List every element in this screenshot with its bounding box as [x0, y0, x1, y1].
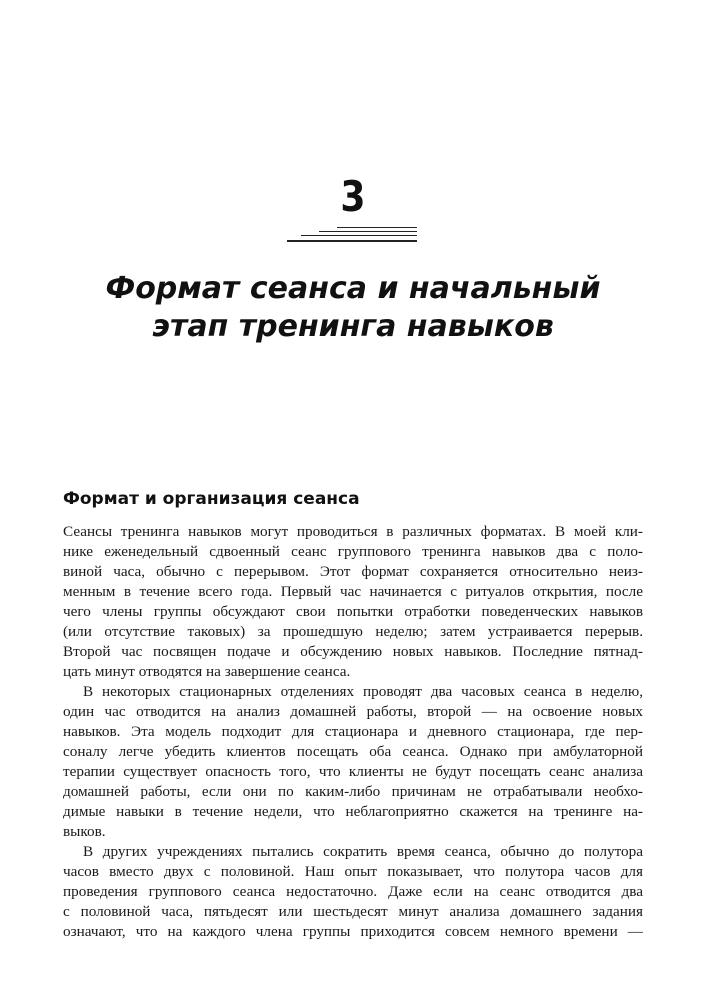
chapter-title: [60, 270, 646, 346]
decorative-rule: [301, 235, 417, 236]
text-line: терапии существует опасность того, что клиенты не будут посещать сеанс анализа: [63, 763, 643, 780]
text-line: соналу легче убедить клиентов посещать оба сеанса. Однако при амбулаторной: [63, 743, 643, 760]
text-line: цать минут отводятся на завершение сеанса.: [63, 663, 351, 680]
section-heading: Формат и организация сеанса: [63, 489, 360, 509]
text-line: домашней работы, если они по каким-либо причинам не отрабатывали необхо-: [63, 783, 643, 800]
text-line: нике еженедельный сдвоенный сеанс группового тренинга навыков два с поло-: [63, 543, 643, 560]
chapter-title-line-1: Формат сеанса и начальный: [105, 271, 601, 306]
text-line: один час отводится на анализ домашней работы, второй — на освоение новых: [63, 703, 643, 720]
text-line: Второй час посвящен подаче и обсуждению новых навыков. Последние пятнад-: [63, 643, 643, 660]
text-line: означают, что на каждого члена группы приходится совсем немного времени —: [63, 923, 643, 940]
decorative-rule: [287, 240, 417, 242]
text-line: димые навыки в течение недели, что неблагоприятно скажется на тренинге на-: [63, 803, 643, 820]
decorative-rule: [319, 231, 417, 232]
chapter-decorative-rules: [287, 227, 417, 247]
decorative-rule: [337, 227, 417, 228]
text-line: В некоторых стационарных отделениях проводят два часовых сеанса в неделю,: [83, 683, 643, 700]
text-line: проведения группового сеанса недостаточно. Даже если на сеанс отводится два: [63, 883, 643, 900]
chapter-number: 3: [340, 172, 366, 221]
text-line: выков.: [63, 823, 106, 840]
text-line: часов вместо двух с половиной. Наш опыт показывает, что полутора часов для: [63, 863, 643, 880]
text-line: виной часа, обычно с перерывом. Этот формат сохраняется относительно неиз-: [63, 563, 643, 580]
text-line: менным в течение всего года. Первый час начинается с ритуалов открытия, после: [63, 583, 643, 600]
text-line: с половиной часа, пятьдесят или шестьдесят минут анализа домашнего задания: [63, 903, 643, 920]
chapter-title-line-2: этап тренинга навыков: [152, 309, 554, 344]
paragraph-2: [63, 682, 643, 842]
text-line: В других учреждениях пытались сократить время сеанса, обычно до полутора: [83, 843, 643, 860]
paragraph-3: [63, 842, 643, 942]
text-line: навыков. Эта модель подходит для стационара и дневного стационара, где пер-: [63, 723, 643, 740]
text-line: (или отсутствие таковых) за прошедшую неделю; затем устраивается перерыв.: [63, 623, 643, 640]
text-line: Сеансы тренинга навыков могут проводиться в различных форматах. В моей кли-: [63, 523, 643, 540]
body-text: [63, 522, 643, 942]
paragraph-1: [63, 522, 643, 682]
text-line: чего члены группы обсуждают свои попытки отработки поведенческих навыков: [63, 603, 643, 620]
